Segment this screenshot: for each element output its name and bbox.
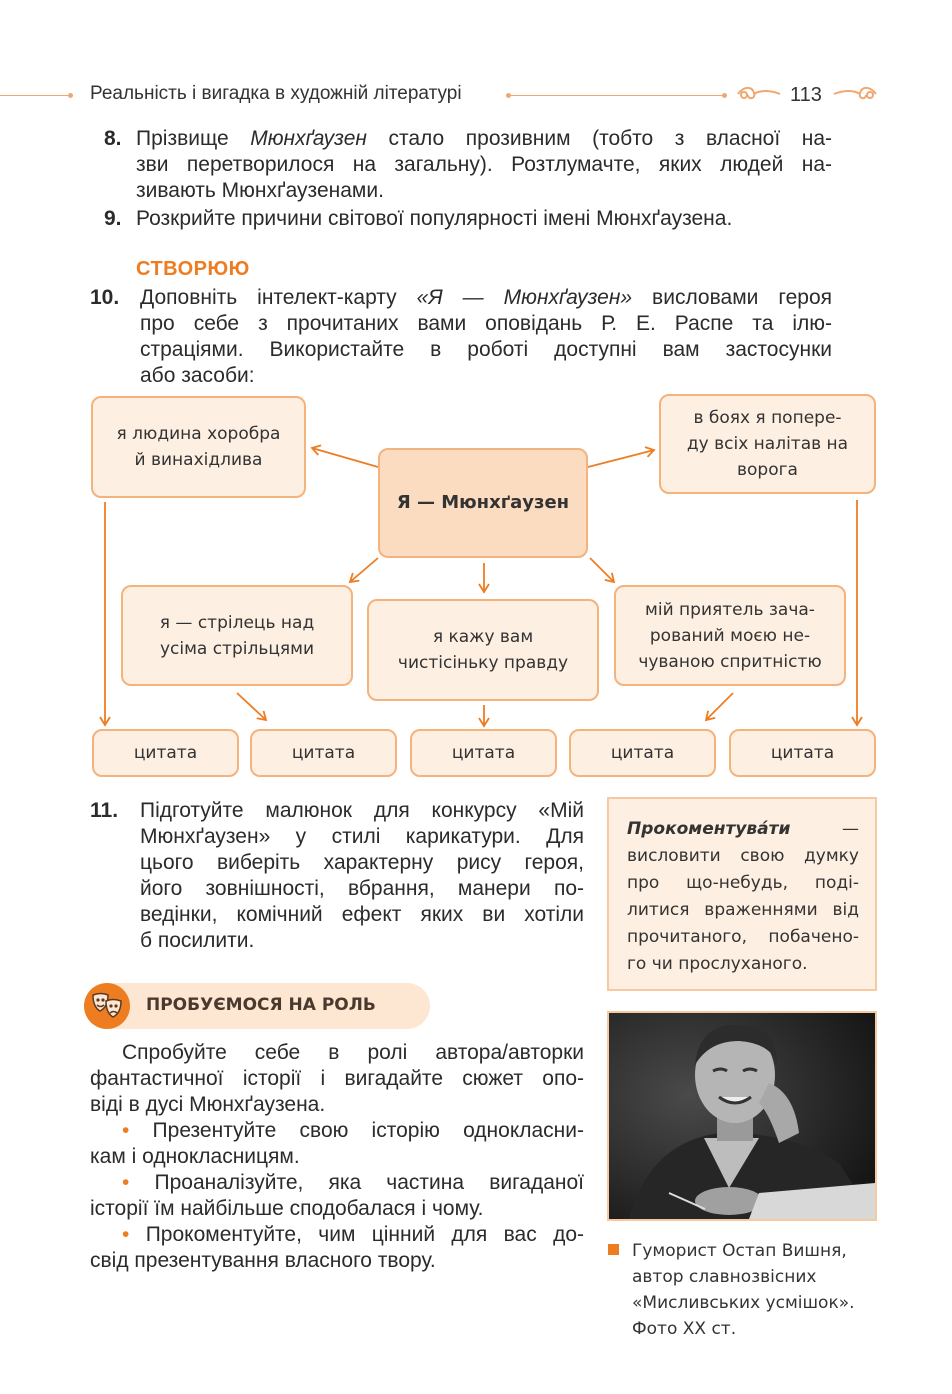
task-text: Прізвище [136, 127, 251, 150]
arrow [590, 558, 614, 582]
node-line: я людина хоробра [116, 424, 281, 444]
node-line: я кажу вам [432, 627, 534, 647]
task-line: б посилити. [140, 929, 255, 952]
task-number: 11. [90, 799, 119, 822]
mindmap-node-brave [91, 396, 306, 498]
task-line: Підготуйте малюнок для конкурсу «Мій [140, 799, 584, 822]
node-line: рований моєю не- [649, 625, 811, 646]
node-line: ворога [737, 460, 798, 480]
task-italic: Мюнхґаузен [250, 127, 367, 150]
role-bullet [90, 1222, 584, 1248]
caption-line: Фото XX ст. [632, 1319, 737, 1339]
definition-line: про що-небудь, поді- [627, 873, 859, 893]
bullet-dot: • [122, 1119, 130, 1142]
bullet-text: Прокоментуйте, чим цінний для вас до- [129, 1223, 584, 1246]
theatre-masks-icon [84, 983, 130, 1029]
definition-term: Прокоментува́ти [627, 819, 791, 839]
task-line: зви перетворилося на загальну). Розтлумачте, яких людей на- [136, 153, 832, 176]
mindmap-node-battle [659, 394, 876, 494]
task-number: 10. [90, 286, 120, 309]
photo-caption [632, 1238, 855, 1342]
task-line: або засоби: [140, 364, 255, 387]
role-line: віді в дусі Мюнхґаузена. [90, 1093, 326, 1116]
task-line: Мюнхґаузен» у стилі карикатури. Для [140, 825, 584, 848]
node-line: мій приятель зача- [645, 599, 815, 620]
caption-line: автор славнозвісних [632, 1267, 817, 1287]
definition-line: висловити свою думку [627, 846, 859, 866]
task-line: зивають Мюнхґаузенами. [136, 179, 384, 202]
quote-box: цитата [410, 729, 557, 777]
header-title: Реальність і вигадка в художній літературі [90, 83, 462, 104]
portrait-photo [607, 1011, 877, 1221]
mindmap-center-node [378, 448, 588, 558]
bullet-text: Презентуйте свою історію однокласни- [129, 1119, 584, 1142]
arrow [350, 558, 378, 582]
node-line: в боях я попере- [693, 408, 842, 428]
task-line: ведінки, комічний ефект яких ви хотіли [140, 903, 584, 926]
task-text: висловами героя [632, 286, 832, 309]
definition-dash: — [790, 819, 859, 839]
task-11 [90, 798, 584, 954]
task-number: 9. [104, 207, 122, 230]
bullet-text: Проаналізуйте, яка частина вигаданої [129, 1171, 584, 1194]
quote-box: цитата [250, 729, 397, 777]
quote-box: цитата [92, 729, 239, 777]
caption-line: Гуморист Остап Вишня, [632, 1241, 847, 1261]
task-italic: «Я — Мюнхґаузен» [416, 286, 633, 309]
definition-line [627, 816, 859, 843]
definition-line: го чи прослуханого. [627, 954, 808, 974]
node-line: й винахідлива [134, 450, 263, 470]
arrow [237, 693, 266, 720]
section-heading: СТВОРЮЮ [136, 258, 250, 280]
role-line: історії їм найбільше сподобалася і чому. [90, 1197, 484, 1220]
mindmap-node-truth [367, 599, 599, 701]
bullet-dot: • [122, 1223, 130, 1246]
role-line: кам і однокласницям. [90, 1145, 300, 1168]
arrow [588, 450, 654, 467]
task-line: Розкрийте причини світової популярності імені Мюнхґаузена. [136, 207, 733, 230]
node-line: чистісіньку правду [397, 653, 569, 673]
role-bullet [90, 1170, 584, 1196]
role-text [90, 1040, 584, 1274]
node-line: усіма стрільцями [159, 638, 315, 659]
task-number: 8. [104, 127, 122, 150]
center-label: Я — Мюнхґаузен [396, 492, 570, 513]
task-line: його зовнішності, вбрання, манери по- [140, 877, 584, 900]
quote-box: цитата [729, 729, 876, 777]
mindmap-node-shooter [121, 585, 353, 686]
role-line: фантастичної історії і вигадайте сюжет опо- [90, 1067, 584, 1090]
task-text: Доповніть інтелект-карту [140, 286, 417, 309]
caption-line: «Мисливських усмішок». [632, 1293, 855, 1313]
task-line: цього виберіть характерну рису героя, [140, 851, 584, 874]
arrow [312, 448, 378, 467]
definition-line: прочитаного, побачено- [627, 927, 859, 947]
node-line: ду всіх налітав на [686, 434, 849, 454]
task-text: стало прозивним (тобто з власної на- [366, 127, 832, 150]
role-line: Спробуйте себе в ролі автора/авторки [122, 1041, 584, 1064]
definition-line: литися враженнями від [627, 900, 859, 920]
role-bullet [90, 1118, 584, 1144]
role-heading: ПРОБУЄМОСЯ НА РОЛЬ [146, 995, 376, 1015]
task-line: про себе з прочитаних вами оповідань Р. Е. Распе та ілю- [140, 312, 832, 335]
mindmap-node-friend [614, 585, 846, 686]
portrait-image [609, 1013, 875, 1219]
caption-marker [608, 1244, 619, 1255]
task-line: страціями. Використайте в роботі доступні вам застосунки [140, 338, 832, 361]
role-line: свід презентування власного твору. [90, 1249, 436, 1272]
bullet-dot: • [122, 1171, 130, 1194]
quote-box: цитата [569, 729, 716, 777]
definition-box [607, 797, 877, 991]
node-line: чуваною спритністю [638, 651, 822, 672]
node-line: я — стрілець над [159, 612, 315, 633]
arrow [706, 693, 733, 720]
page-number: 113 [790, 84, 822, 106]
